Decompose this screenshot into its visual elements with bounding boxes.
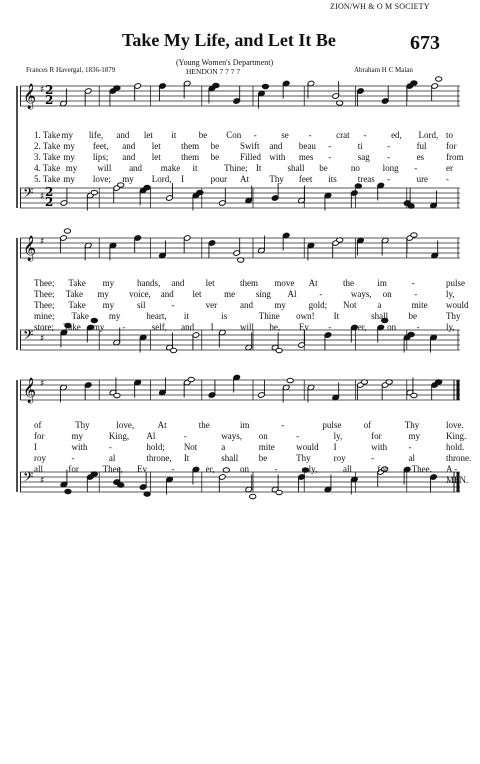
lyric-syllable: my — [122, 174, 134, 184]
lyric-syllable: ways, — [350, 289, 372, 299]
lyric-syllable: my — [102, 278, 115, 288]
lyric-line — [20, 464, 469, 485]
lyric-syllable: and — [240, 300, 253, 310]
lyric-syllable: sag — [357, 152, 370, 162]
lyric-syllable: I — [181, 174, 185, 184]
key-signature-sharp-icon: ♯ — [40, 237, 45, 247]
lyric-syllable: im — [240, 420, 250, 430]
lyric-syllable: - — [122, 322, 126, 332]
hymn-number: 673 — [410, 32, 440, 54]
society-label: ZION/WH & O M SOCIETY — [330, 2, 430, 11]
lyric-syllable: my — [61, 130, 73, 140]
lyric-syllable: and — [122, 141, 136, 151]
note-head — [65, 489, 71, 494]
lyric-syllable: on — [387, 322, 397, 332]
lyric-syllable: Take — [68, 300, 86, 310]
key-signature-sharp-icon: ♯ — [40, 379, 45, 389]
lyric-syllable: - — [274, 464, 278, 474]
lyric-syllable: ways, — [221, 431, 243, 441]
bass-clef-icon: 𝄢 — [23, 469, 34, 488]
hymn-title: Take My Life, and Let It Be — [122, 30, 336, 50]
lyric-syllable: let — [205, 278, 215, 288]
lyric-syllable: my — [71, 431, 83, 441]
lyric-syllable: At — [308, 278, 318, 288]
lyric-syllable: Not — [343, 300, 357, 310]
lyric-syllable: self, — [151, 322, 167, 332]
lyric-syllable: roy — [34, 453, 46, 463]
lyric-syllable: my — [92, 322, 105, 332]
lyric-syllable: the — [343, 278, 354, 288]
music-credit: Abraham H C Malan — [354, 66, 413, 74]
lyric-syllable: Thy — [296, 453, 311, 463]
lyric-syllable: it — [171, 130, 177, 140]
lyric-syllable: be — [198, 130, 208, 140]
lyric-syllable: It — [183, 453, 190, 463]
lyric-syllable: 1. Take — [34, 130, 61, 140]
lyric-syllable: - — [108, 442, 112, 452]
lyric-syllable: hold; — [146, 442, 165, 452]
lyric-syllable: throne. — [446, 453, 472, 463]
lyric-syllable: and — [171, 278, 185, 288]
lyric-syllable: Take — [71, 311, 89, 321]
note-head — [188, 377, 194, 382]
note-head — [144, 492, 150, 497]
lyric-syllable: my — [108, 311, 121, 321]
time-signature: 2 — [45, 195, 54, 209]
lyric-syllable: feet — [298, 174, 313, 184]
lyric-syllable: let — [151, 141, 161, 151]
lyric-syllable: crat — [336, 130, 350, 140]
lyric-syllable: lips; — [92, 152, 109, 162]
lyric-syllable: love, — [116, 420, 135, 430]
lyric-syllable: will — [240, 322, 255, 332]
lyric-syllable: ver — [205, 300, 218, 310]
lyric-syllable: mite — [258, 442, 275, 452]
lyric-syllable: It — [333, 311, 340, 321]
lyric-syllable: my — [63, 152, 75, 162]
lyric-syllable: to — [446, 130, 454, 140]
lyric-line — [20, 420, 464, 431]
lyric-syllable: - — [387, 141, 391, 151]
lyric-syllable: and — [129, 163, 143, 173]
lyric-syllable: Thy — [269, 174, 284, 184]
bass-clef-icon: 𝄢 — [23, 327, 34, 346]
lyric-syllable: A - MEN. — [446, 464, 469, 485]
treble-clef-icon: 𝄞 — [23, 84, 37, 109]
lyric-syllable: - — [414, 163, 418, 173]
lyric-syllable: At — [240, 174, 249, 184]
lyric-syllable: Con — [226, 130, 242, 140]
lyric-syllable: love. — [446, 420, 464, 430]
note-head — [361, 380, 367, 385]
lyric-syllable: es — [416, 152, 425, 162]
lyric-syllable: Thee; — [34, 278, 55, 288]
lyric-syllable: on — [240, 464, 249, 474]
lyric-syllable: ly, — [308, 464, 318, 474]
note-head — [114, 393, 120, 398]
lyric-syllable: them — [181, 152, 200, 162]
lyric-syllable: them — [240, 278, 258, 288]
lyric-syllable: from — [446, 152, 464, 162]
lyric-syllable: voice, — [129, 289, 151, 299]
lyric-syllable: my — [65, 163, 78, 173]
lyric-syllable: - — [296, 431, 300, 441]
department-label: (Young Women's Department) — [176, 58, 274, 67]
lyric-syllable: my — [408, 431, 421, 441]
note-head — [386, 380, 392, 385]
note-head — [250, 494, 256, 499]
lyric-syllable: its — [328, 174, 337, 184]
words-credit: Frances R Havergal, 1836-1879 — [26, 66, 116, 74]
lyric-syllable: gold; — [308, 300, 328, 310]
note-head — [276, 490, 282, 495]
lyric-syllable: let — [143, 130, 153, 140]
lyric-syllable: for — [34, 431, 45, 441]
lyric-syllable: ti — [357, 141, 363, 151]
lyric-syllable: At — [157, 420, 167, 430]
treble-clef-icon: 𝄞 — [23, 378, 37, 403]
lyric-line — [20, 453, 472, 464]
lyric-syllable: - — [371, 453, 375, 463]
lyric-syllable: im — [377, 278, 387, 288]
lyric-syllable: Thy — [75, 420, 90, 430]
lyric-syllable: Ev — [137, 464, 147, 474]
note-head — [287, 378, 293, 383]
note-head — [411, 393, 417, 398]
lyric-syllable: with — [269, 152, 286, 162]
lyric-syllable: - — [171, 300, 175, 310]
lyric-syllable: be — [210, 152, 220, 162]
lyric-syllable: be — [408, 311, 418, 321]
lyric-syllable: Filled — [240, 152, 262, 162]
lyric-syllable: own! — [296, 311, 315, 321]
lyric-syllable: my — [63, 141, 75, 151]
lyric-syllable: Swift — [240, 141, 260, 151]
lyric-syllable: 5. Take — [34, 174, 61, 184]
lyric-syllable: my — [102, 300, 115, 310]
lyric-syllable: - — [308, 130, 312, 140]
lyric-syllable: for — [371, 431, 382, 441]
lyric-syllable: pulse — [446, 278, 465, 288]
key-signature-sharp-icon: ♯ — [40, 85, 45, 95]
lyric-syllable: pour — [210, 174, 228, 184]
lyric-syllable: me — [224, 289, 236, 299]
lyric-syllable: Lord, — [418, 130, 439, 140]
lyric-syllable: 2. Take — [34, 141, 61, 151]
lyric-syllable: 4. Take — [34, 163, 61, 173]
lyric-syllable: - — [408, 442, 412, 452]
lyric-syllable: it — [192, 163, 198, 173]
lyric-syllable: and — [116, 130, 130, 140]
lyric-syllable: - — [71, 453, 75, 463]
lyric-syllable: mine; — [34, 311, 55, 321]
lyric-syllable: long — [382, 163, 399, 173]
lyric-syllable: a — [221, 442, 226, 452]
lyric-syllable: - — [446, 174, 449, 184]
lyric-syllable: and — [269, 141, 283, 151]
lyric-syllable: and — [160, 289, 174, 299]
treble-clef-icon: 𝄞 — [23, 236, 37, 261]
lyric-syllable: on — [258, 431, 268, 441]
lyric-syllable: life, — [88, 130, 104, 140]
lyric-syllable: - — [363, 130, 367, 140]
lyric-syllable: would — [446, 300, 469, 310]
key-signature-sharp-icon: ♯ — [40, 334, 45, 344]
lyric-syllable: Thy — [404, 420, 420, 430]
lyric-syllable: 3. Take — [34, 152, 61, 162]
time-signature: 2 — [45, 93, 54, 107]
lyric-syllable: for — [446, 141, 457, 151]
note-head — [435, 380, 441, 385]
lyric-syllable: let — [192, 289, 202, 299]
lyric-syllable: Thee; — [34, 289, 55, 299]
lyric-syllable: pulse — [322, 420, 342, 430]
lyric-syllable: would — [296, 442, 319, 452]
lyric-syllable: King. — [446, 431, 467, 441]
lyric-syllable: shall — [287, 163, 305, 173]
lyric-syllable: Thee. — [411, 464, 432, 474]
lyric-syllable: Take — [68, 278, 86, 288]
lyric-syllable: Thy — [446, 311, 461, 321]
lyric-syllable: my — [63, 174, 75, 184]
lyric-syllable: Take — [63, 322, 81, 332]
lyric-syllable: I — [210, 322, 214, 332]
lyric-syllable: throne, — [146, 453, 172, 463]
lyric-syllable: a — [377, 300, 382, 310]
lyric-syllable: er — [446, 163, 453, 173]
lyric-syllable: al — [408, 453, 416, 463]
lyric-syllable: be — [258, 453, 268, 463]
lyric-syllable: no — [350, 163, 360, 173]
time-signature: 2 — [45, 185, 54, 199]
lyric-syllable: Not — [183, 442, 198, 452]
lyric-syllable: of — [34, 420, 42, 430]
lyric-syllable: er, — [205, 464, 215, 474]
lyric-syllable: - — [411, 278, 415, 288]
lyric-syllable: - — [183, 431, 187, 441]
lyric-syllable: move — [274, 278, 295, 288]
lyric-syllable: it — [183, 311, 189, 321]
lyric-syllable: mite — [411, 300, 428, 310]
lyric-syllable: for — [377, 464, 388, 474]
lyric-syllable: is — [221, 311, 228, 321]
lyric-syllable: ful — [416, 141, 427, 151]
lyric-syllable: treas — [357, 174, 375, 184]
lyric-syllable: my — [274, 300, 286, 310]
lyric-syllable: ure — [416, 174, 429, 184]
lyric-syllable: - — [414, 289, 418, 299]
lyric-syllable: be — [319, 163, 328, 173]
lyric-syllable: roy — [333, 453, 346, 463]
lyric-syllable: all — [343, 464, 352, 474]
lyric-syllable: my — [97, 289, 109, 299]
lyric-syllable: Thee; — [34, 300, 55, 310]
lyric-syllable: King, — [108, 431, 130, 441]
lyric-syllable: of — [363, 420, 372, 430]
lyric-syllable: shall — [221, 453, 239, 463]
lyric-syllable: with — [71, 442, 88, 452]
lyric-syllable: them — [181, 141, 200, 151]
lyric-syllable: hold. — [446, 442, 465, 452]
lyric-syllable: Al — [287, 289, 297, 299]
lyric-syllable: ly, — [446, 322, 455, 332]
lyric-syllable: mes — [298, 152, 314, 162]
lyric-syllable: - — [416, 322, 420, 332]
lyric-syllable: se — [281, 130, 289, 140]
lyric-syllable: - — [319, 289, 323, 299]
lyric-syllable: It — [255, 163, 262, 173]
lyric-syllable: Thine — [258, 311, 280, 321]
lyric-line — [20, 431, 467, 442]
lyric-syllable: Ev — [298, 322, 309, 332]
lyric-syllable: hands, — [137, 278, 161, 288]
tune-name: HENDON 7 7 7 7 — [186, 67, 241, 76]
lyric-syllable: with — [371, 442, 388, 452]
lyric-syllable: I — [34, 442, 37, 452]
lyric-syllable: Lord, — [151, 174, 172, 184]
lyric-syllable: er, — [357, 322, 367, 332]
lyric-syllable: ed, — [391, 130, 402, 140]
lyric-syllable: the — [198, 420, 210, 430]
lyric-syllable: beau — [298, 141, 316, 151]
lyric-syllable: ly, — [446, 289, 455, 299]
lyric-syllable: be — [210, 141, 220, 151]
lyric-syllable: and — [122, 152, 136, 162]
lyric-syllable: - — [281, 420, 285, 430]
lyric-syllable: love; — [92, 174, 111, 184]
lyric-syllable: for — [68, 464, 79, 474]
time-signature: 2 — [45, 83, 54, 97]
lyric-syllable: I — [333, 442, 337, 452]
key-signature-sharp-icon: ♯ — [40, 476, 45, 486]
lyric-syllable: be, — [269, 322, 281, 332]
lyric-syllable: - — [387, 174, 391, 184]
lyric-syllable: and — [181, 322, 195, 332]
lyric-syllable: - — [387, 152, 391, 162]
lyric-syllable: Thine; — [224, 163, 248, 173]
lyric-syllable: Al — [146, 431, 156, 441]
lyric-syllable: sil — [137, 300, 146, 310]
lyric-syllable: let — [151, 152, 161, 162]
lyric-syllable: will — [97, 163, 112, 173]
lyric-syllable: Thee, — [102, 464, 123, 474]
lyric-syllable: make — [160, 163, 181, 173]
lyric-syllable: Take — [65, 289, 84, 299]
lyric-syllable: all — [34, 464, 43, 474]
lyric-syllable: - — [328, 152, 332, 162]
lyric-syllable: - — [171, 464, 175, 474]
lyric-syllable: shall — [371, 311, 389, 321]
key-signature-sharp-icon: ♯ — [40, 192, 45, 202]
lyric-syllable: ly, — [333, 431, 343, 441]
lyric-syllable: store; — [34, 322, 54, 332]
lyric-syllable: sing — [255, 289, 271, 299]
note-head — [118, 483, 124, 488]
lyric-syllable: al — [108, 453, 116, 463]
lyric-syllable: on — [382, 289, 392, 299]
lyric-syllable: - — [328, 322, 332, 332]
lyric-syllable: heart, — [146, 311, 167, 321]
lyric-syllable: - — [253, 130, 257, 140]
lyric-syllable: feet, — [92, 141, 109, 151]
lyric-syllable: - — [328, 141, 332, 151]
lyric-line — [20, 442, 465, 453]
bass-clef-icon: 𝄢 — [23, 185, 34, 204]
